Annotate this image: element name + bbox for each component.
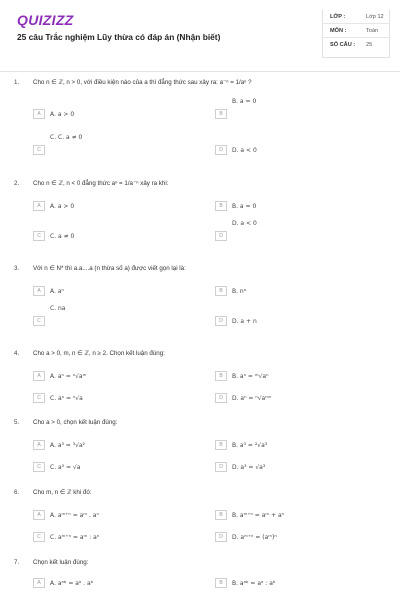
- option-letter-badge: D: [215, 393, 227, 403]
- option-text: A. a > 0: [50, 203, 75, 210]
- meta-table: [322, 10, 390, 52]
- option-letter-badge: B: [215, 286, 227, 296]
- option-text: D. aᵐ⁺ⁿ = (aᵐ)ⁿ: [232, 534, 277, 541]
- option-text: D. a³ = √a³: [232, 464, 266, 471]
- option-text: B. aᵐ⁺ⁿ = aᵐ + aⁿ: [232, 512, 285, 519]
- option-letter-badge: A: [33, 440, 45, 450]
- meta-value: Lớp 12: [366, 14, 384, 20]
- option-letter-badge: D: [215, 532, 227, 542]
- option-text: B. a = 0: [232, 203, 257, 210]
- option-letter-badge: C: [33, 532, 45, 542]
- option-letter-badge: A: [33, 371, 45, 381]
- meta-value: 25: [366, 42, 373, 48]
- option-letter-badge: B: [215, 440, 227, 450]
- option-letter-badge: A: [33, 201, 45, 211]
- option-letter-badge: C: [33, 462, 45, 472]
- question-text: Cho n ∈ ℤ, n < 0 đẳng thức aⁿ = 1/a⁻ⁿ xảy ra khi:: [33, 180, 169, 187]
- option-letter-badge: A: [33, 578, 45, 588]
- question-text: Với n ∈ N* thì a.a....a (n thừa số a) được viết gọn lại là:: [33, 265, 186, 272]
- question-text: Cho n ∈ ℤ, n > 0, với điều kiện nào của a thì đẳng thức sau xảy ra: a⁻ⁿ = 1/aⁿ ?: [33, 79, 252, 86]
- question-text: Cho a > 0, chọn kết luận đúng:: [33, 419, 118, 426]
- question-number: 6.: [14, 489, 20, 496]
- option-letter-badge: D: [215, 231, 227, 241]
- option-text: A. a > 0: [50, 111, 75, 118]
- option-text: D. a < 0: [232, 220, 257, 227]
- option-letter-badge: A: [33, 109, 45, 119]
- meta-key: SỐ CÂU :: [330, 42, 356, 48]
- option-text: B. a = 0: [232, 98, 257, 105]
- option-text: A. aᵐ⁺ⁿ = aᵐ . aⁿ: [50, 512, 99, 519]
- option-text: C. a³ = √a: [50, 464, 81, 471]
- option-letter-badge: D: [215, 145, 227, 155]
- option-letter-badge: C: [33, 316, 45, 326]
- option-letter-badge: D: [215, 462, 227, 472]
- option-letter-badge: D: [215, 316, 227, 326]
- option-text: A. a³ = ³√a²: [50, 442, 86, 449]
- option-text: A. aᵃᵇ = aᵃ . aᵇ: [50, 580, 94, 587]
- option-letter-badge: B: [215, 109, 227, 119]
- meta-value: Toán: [366, 28, 379, 34]
- meta-row-count: [322, 38, 390, 52]
- option-text: B. a³ = ²√a³: [232, 442, 268, 449]
- question-number: 7.: [14, 559, 20, 566]
- question-number: 3.: [14, 265, 20, 272]
- option-letter-badge: C: [33, 393, 45, 403]
- meta-key: LỚP :: [330, 14, 346, 20]
- option-text: A. aⁿ = ⁿ√aᵐ: [50, 373, 87, 380]
- option-text: B. nᵃ: [232, 288, 247, 295]
- option-text: C. C. a ≠ 0: [50, 134, 83, 141]
- quizizz-logo: QUIZIZZ: [17, 12, 74, 28]
- question-number: 1.: [14, 79, 20, 86]
- option-text: A. aⁿ: [50, 288, 64, 295]
- question-text: Cho a > 0, m, n ∈ ℤ, n ≥ 2. Chọn kết luận đúng:: [33, 350, 165, 357]
- option-letter-badge: B: [215, 201, 227, 211]
- option-letter-badge: A: [33, 510, 45, 520]
- meta-row-subject: [322, 24, 390, 38]
- option-text: B. aᵃᵇ = aᵃ : aᵇ: [232, 580, 276, 587]
- question-number: 5.: [14, 419, 20, 426]
- option-letter-badge: B: [215, 578, 227, 588]
- option-text: C. na: [50, 305, 66, 312]
- document-title: 25 câu Trắc nghiệm Lũy thừa có đáp án (Nhận biết): [17, 32, 221, 42]
- option-letter-badge: A: [33, 286, 45, 296]
- option-text: C. a ≠ 0: [50, 233, 75, 240]
- meta-row-class: [322, 10, 390, 24]
- question-text: Cho m, n ∈ ℤ khi đó:: [33, 489, 92, 496]
- option-letter-badge: C: [33, 231, 45, 241]
- option-text: D. aⁿ = ⁿ√aᵐⁿ: [232, 395, 272, 402]
- option-text: B. aⁿ = ᵐ√aⁿ: [232, 373, 269, 380]
- option-letter-badge: C: [33, 145, 45, 155]
- option-text: C. aᵐ⁺ⁿ = aᵐ : aⁿ: [50, 534, 100, 541]
- question-number: 2.: [14, 180, 20, 187]
- option-letter-badge: B: [215, 510, 227, 520]
- option-text: D. a + n: [232, 318, 257, 325]
- question-text: Chọn kết luận đúng:: [33, 559, 89, 566]
- option-text: C. aⁿ = ⁿ√a: [50, 395, 83, 402]
- question-number: 4.: [14, 350, 20, 357]
- option-letter-badge: B: [215, 371, 227, 381]
- option-text: D. a < 0: [232, 147, 257, 154]
- meta-key: MÔN :: [330, 28, 347, 34]
- page-header: [0, 0, 400, 72]
